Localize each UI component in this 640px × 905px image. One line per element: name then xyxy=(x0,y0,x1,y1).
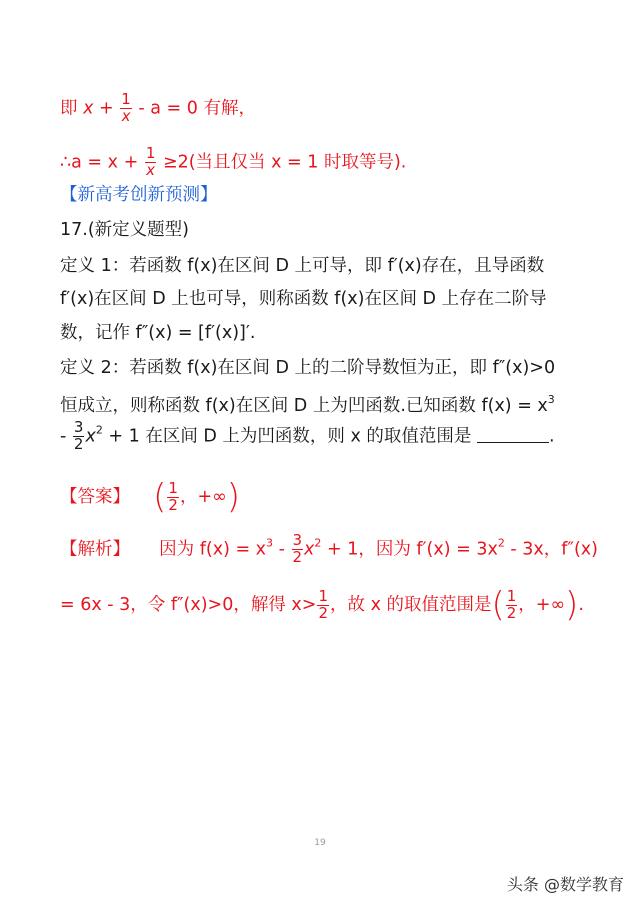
minus-sign: - xyxy=(60,426,67,447)
page-number: 19 xyxy=(314,838,326,848)
left-paren: ( xyxy=(491,585,505,625)
var-x: x xyxy=(85,426,96,447)
fraction-denominator: x xyxy=(121,106,131,125)
answer-rest: ，+∞ xyxy=(179,487,227,507)
definition-1-line-2: f′(x)在区间 D 上也可导，则称函数 f(x)在区间 D 上存在二阶导 xyxy=(60,289,547,309)
definition-2-line-1: 定义 2：若函数 f(x)在区间 D 上的二阶导数恒为正，即 f″(x)>0 xyxy=(60,358,556,378)
text-segment: - xyxy=(273,539,291,560)
right-paren: ) xyxy=(565,585,579,625)
answer-line xyxy=(60,477,240,517)
plus-sign: + xyxy=(99,98,114,119)
fraction-denominator: 2 xyxy=(292,547,303,566)
period: . xyxy=(548,426,555,447)
fraction-numerator: 1 xyxy=(506,586,517,605)
fraction xyxy=(506,586,518,622)
problem-number: 17.(新定义题型) xyxy=(60,220,189,240)
var-x: x xyxy=(304,539,315,560)
fraction-denominator: 2 xyxy=(318,603,328,622)
var-x: x xyxy=(83,98,94,119)
fraction xyxy=(120,92,132,125)
watermark: 头条 @数学教育 xyxy=(506,875,624,894)
superscript: 2 xyxy=(314,536,322,550)
text-segment: 因为 f(x) = x xyxy=(159,539,267,560)
text-prefix: 即 xyxy=(60,98,78,119)
text-segment: ，+∞ xyxy=(518,595,566,615)
fraction xyxy=(167,478,179,514)
section-header: 【新高考创新预测】 xyxy=(60,185,218,205)
text-rest: ≥2(当且仅当 x = 1 时取等号). xyxy=(162,152,407,173)
period: . xyxy=(578,595,584,615)
fraction-denominator: 2 xyxy=(168,495,178,514)
right-paren: ) xyxy=(226,477,240,517)
fraction-denominator: 2 xyxy=(73,434,84,453)
solution-line-1 xyxy=(60,92,256,125)
analysis-label: 【解析】 xyxy=(60,539,130,560)
definition-2-line-3 xyxy=(60,420,555,453)
fraction xyxy=(73,420,85,453)
fraction xyxy=(145,146,157,179)
definition-1-line-1: 定义 1：若函数 f(x)在区间 D 上可导，即 f′(x)存在，且导函数 xyxy=(60,256,545,276)
fraction-numerator: 1 xyxy=(121,90,131,108)
fraction-numerator: 3 xyxy=(73,418,84,436)
solution-line-2 xyxy=(60,146,406,179)
fraction-numerator: 3 xyxy=(292,531,303,549)
left-paren: ( xyxy=(153,477,167,517)
text-segment: = 6x - 3，令 f″(x)>0，解得 x> xyxy=(60,595,317,615)
answer-blank xyxy=(477,442,549,443)
text-rest: + 1 在区间 D 上为凹函数，则 x 的取值范围是 xyxy=(108,426,472,447)
superscript: 2 xyxy=(497,536,505,550)
fraction-denominator: 2 xyxy=(506,603,517,622)
text-prefix: ∴a = x + xyxy=(60,152,139,173)
definition-2-line-2 xyxy=(60,394,555,416)
text-rest: - a = 0 有解， xyxy=(138,98,256,119)
fraction-numerator: 1 xyxy=(318,586,328,605)
text-segment: + 1，因为 f′(x) = 3x xyxy=(321,539,498,560)
fraction xyxy=(292,533,304,566)
answer-label: 【答案】 xyxy=(60,487,130,507)
analysis-line-1 xyxy=(60,533,598,566)
superscript: 3 xyxy=(266,536,274,550)
superscript: 2 xyxy=(95,423,103,437)
analysis-line-2 xyxy=(60,585,584,625)
definition-1-line-3: 数，记作 f″(x) = [f′(x)]′. xyxy=(60,323,256,343)
text-main: 恒成立，则称函数 f(x)在区间 D 上为凹函数.已知函数 f(x) = x xyxy=(60,396,548,416)
fraction-numerator: 1 xyxy=(168,478,178,497)
fraction xyxy=(317,586,329,622)
fraction-denominator: x xyxy=(146,160,156,179)
superscript: 3 xyxy=(547,393,555,406)
text-segment: - 3x，f″(x) xyxy=(504,539,598,560)
fraction-numerator: 1 xyxy=(145,144,156,162)
text-segment: ，故 x 的取值范围是 xyxy=(330,595,492,615)
